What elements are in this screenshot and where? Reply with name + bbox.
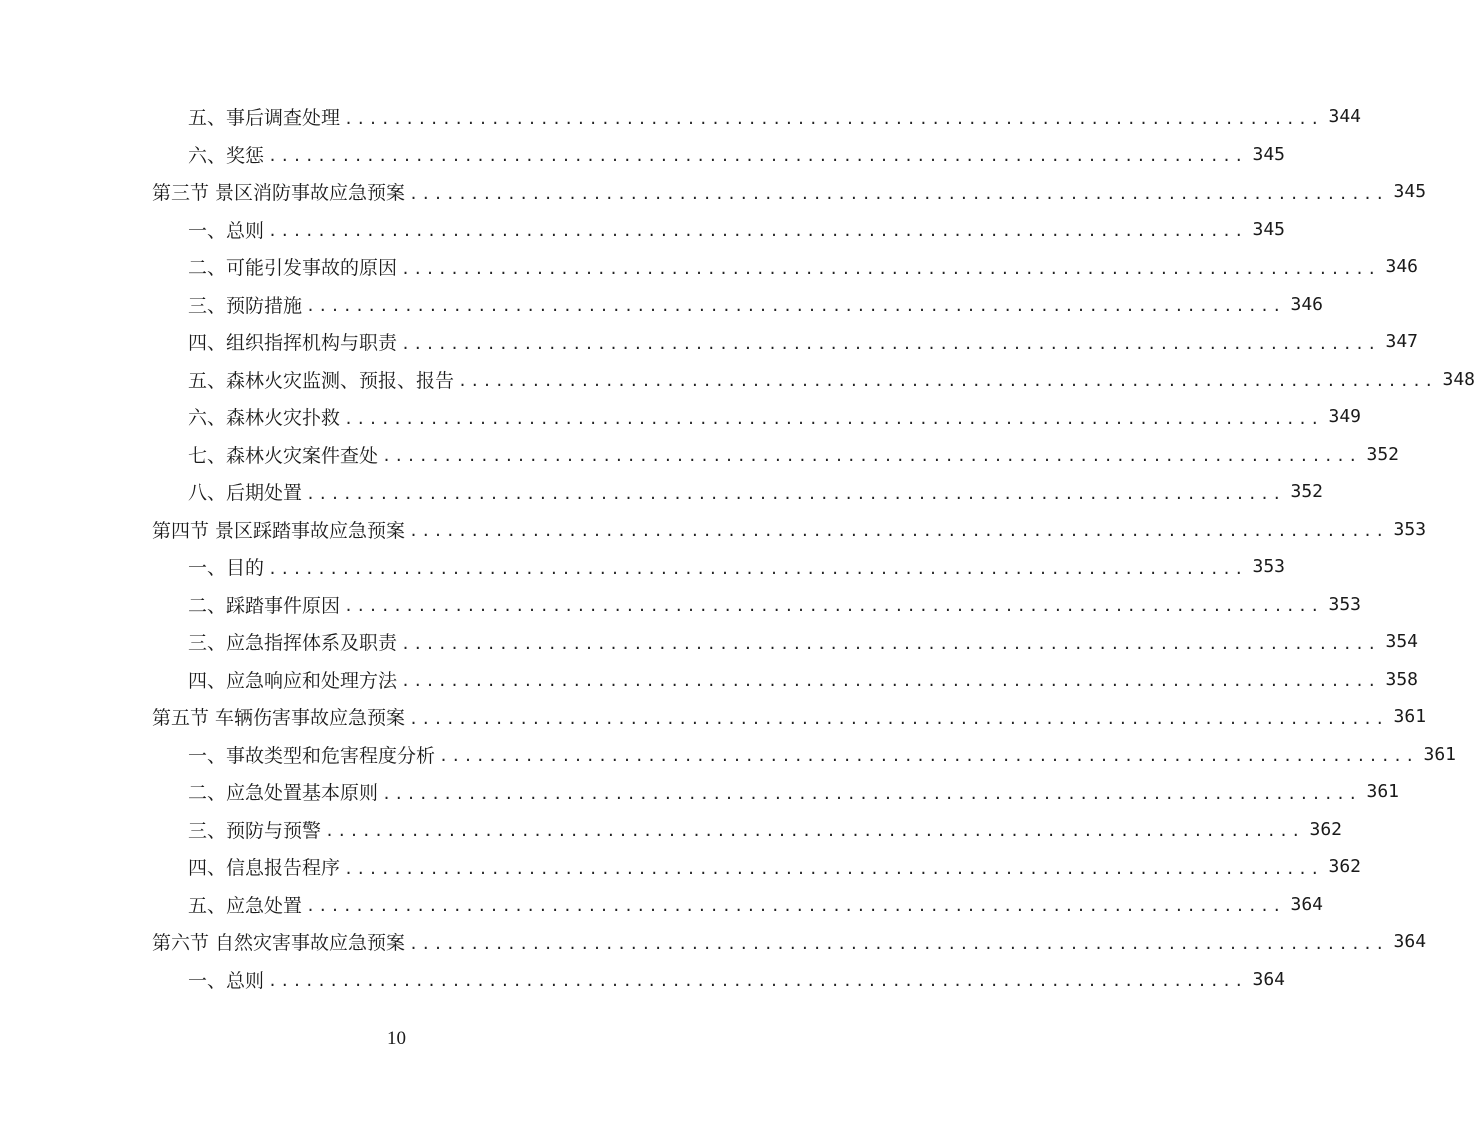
toc-entry-title: 六、森林火灾扑救 (188, 407, 341, 429)
toc-entry-page: 354 (1385, 631, 1418, 652)
dot-leader: ................................................................................ (306, 484, 1285, 503)
toc-entry-title: 二、可能引发事故的原因 (188, 257, 398, 279)
toc-entry[interactable] (188, 136, 1285, 173)
toc-entry-title: 六、奖惩 (188, 144, 265, 167)
toc-entry-page: 361 (1366, 781, 1399, 802)
toc-entry-title: 一、目的 (188, 557, 265, 579)
dot-leader: ................................................................................ (409, 709, 1388, 728)
toc-entry-page: 349 (1328, 406, 1361, 427)
toc-entry[interactable] (188, 436, 1399, 473)
dot-leader: ................................................................................ (382, 784, 1361, 803)
toc-entry-title: 一、总则 (188, 969, 265, 992)
toc-entry-page: 353 (1393, 518, 1427, 540)
toc-entry-page: 346 (1385, 256, 1418, 277)
dot-leader: ................................................................................ (401, 634, 1380, 653)
toc-entry-title: 第六节 自然灾害事故应急预案 (152, 932, 406, 954)
toc-entry[interactable] (188, 736, 1456, 773)
toc-entry-page: 346 (1290, 293, 1323, 315)
toc-entry-page: 352 (1290, 481, 1323, 502)
toc-entry-page: 362 (1309, 818, 1342, 840)
toc-entry-title: 第三节 景区消防事故应急预案 (152, 182, 406, 204)
toc-entry[interactable] (188, 323, 1418, 360)
toc-entry[interactable] (188, 623, 1418, 660)
toc-entry-title: 四、信息报告程序 (188, 857, 341, 879)
toc-entry[interactable] (152, 511, 1427, 548)
dot-leader: ................................................................................ (401, 259, 1380, 278)
dot-leader: ................................................................................ (306, 897, 1285, 915)
toc-entry[interactable] (152, 698, 1427, 735)
toc-entry-page: 345 (1252, 218, 1285, 240)
toc-entry-title: 第四节 景区踩踏事故应急预案 (152, 519, 406, 542)
toc-entry[interactable] (188, 98, 1361, 135)
toc-entry-page: 353 (1252, 556, 1285, 577)
toc-entry[interactable] (152, 923, 1427, 960)
toc-entry[interactable] (188, 586, 1361, 623)
toc-entry-title: 七、森林火灾案件查处 (188, 444, 379, 467)
toc-entry-title: 四、组织指挥机构与职责 (188, 332, 398, 354)
toc-entry[interactable] (188, 848, 1361, 885)
toc-entry-title: 四、应急响应和处理方法 (188, 669, 398, 692)
toc-entry-page: 364 (1252, 968, 1285, 990)
toc-entry[interactable] (188, 961, 1285, 998)
toc-entry-page: 345 (1393, 181, 1427, 202)
toc-entry-title: 一、总则 (188, 219, 265, 242)
toc-entry[interactable] (188, 473, 1323, 510)
dot-leader: ................................................................................ (325, 822, 1304, 840)
toc-entry-page: 362 (1328, 856, 1361, 877)
toc-entry-page: 358 (1385, 668, 1418, 690)
toc-entry-title: 三、应急指挥体系及职责 (188, 632, 398, 654)
toc-entry-page: 345 (1252, 143, 1285, 165)
toc-entry[interactable] (188, 398, 1361, 435)
toc-entry-title: 二、踩踏事件原因 (188, 594, 341, 617)
toc-entry-page: 347 (1385, 331, 1418, 352)
dot-leader: ................................................................................ (344, 109, 1323, 128)
dot-leader: ................................................................................ (306, 297, 1285, 315)
toc-entry[interactable] (188, 886, 1323, 923)
toc-entry[interactable] (152, 173, 1427, 210)
dot-leader: ................................................................................ (382, 447, 1361, 465)
toc-entry[interactable] (188, 248, 1418, 285)
dot-leader: ................................................................................ (268, 559, 1247, 578)
toc-entry-page: 352 (1366, 443, 1399, 465)
toc-entry-title: 二、应急处置基本原则 (188, 782, 379, 804)
dot-leader: ................................................................................ (401, 334, 1380, 353)
dot-leader: ................................................................................ (268, 222, 1247, 240)
toc-entry-title: 三、预防措施 (188, 294, 303, 317)
dot-leader: ................................................................................ (268, 147, 1247, 165)
dot-leader: ................................................................................ (344, 409, 1323, 428)
dot-leader: ................................................................................ (344, 859, 1323, 878)
page-number: 10 (387, 1028, 406, 1049)
toc-entry-title: 第五节 车辆伤害事故应急预案 (152, 707, 406, 729)
toc-entry-page: 364 (1290, 893, 1323, 915)
toc-entry[interactable] (188, 548, 1285, 585)
toc-entry-title: 八、后期处置 (188, 482, 303, 504)
toc-entry-title: 五、事后调查处理 (188, 107, 341, 129)
dot-leader: ................................................................................ (401, 672, 1380, 690)
toc-entry-page: 344 (1328, 106, 1361, 127)
dot-leader: ................................................................................ (439, 747, 1418, 765)
toc-entry-page: 364 (1393, 931, 1427, 952)
toc-entry[interactable] (188, 661, 1418, 698)
dot-leader: ................................................................................ (409, 934, 1388, 953)
dot-leader: ................................................................................ (458, 372, 1437, 390)
toc-entry[interactable] (188, 361, 1475, 398)
toc-entry[interactable] (188, 773, 1399, 810)
toc-entry-title: 一、事故类型和危害程度分析 (188, 744, 436, 767)
toc-entry-title: 三、预防与预警 (188, 819, 322, 842)
toc-entry-page: 348 (1442, 368, 1475, 390)
toc-entry-page: 353 (1328, 593, 1361, 615)
toc-entry-title: 五、应急处置 (188, 894, 303, 917)
dot-leader: ................................................................................ (344, 597, 1323, 615)
toc-entry-page: 361 (1423, 743, 1456, 765)
toc-entry-page: 361 (1393, 706, 1427, 727)
toc-entry[interactable] (188, 211, 1285, 248)
dot-leader: ................................................................................ (268, 972, 1247, 990)
toc-entry[interactable] (188, 811, 1342, 848)
dot-leader: ................................................................................ (409, 184, 1388, 203)
toc-entry-title: 五、森林火灾监测、预报、报告 (188, 369, 455, 392)
toc-entry[interactable] (188, 286, 1323, 323)
dot-leader: ................................................................................ (409, 522, 1388, 540)
